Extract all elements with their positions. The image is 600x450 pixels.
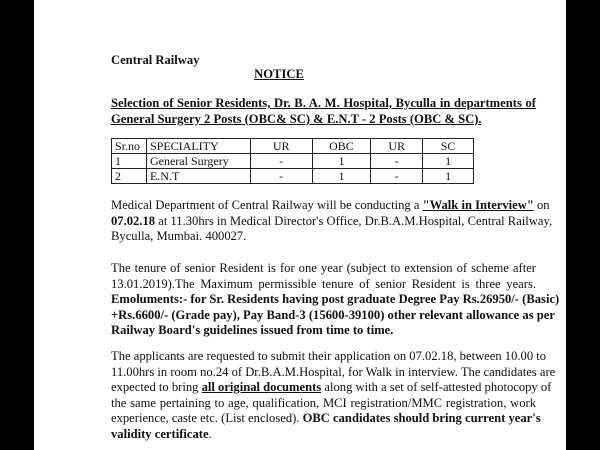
walk-in-interview-highlight: "Walk in Interview" bbox=[422, 198, 534, 212]
emoluments-line-2: +Rs.6600/- (Grade pay), Pay Band-3 (15600-39100) other relevant allowance as per bbox=[111, 307, 555, 322]
para3-line-1: The applicants are requested to submit their application on 07.02.18, between 10.00 to bbox=[111, 349, 547, 363]
table-header-row bbox=[112, 139, 474, 154]
table-cell: 1 bbox=[312, 169, 371, 184]
table-cell: 2 bbox=[112, 169, 147, 184]
table-cell: 1 bbox=[112, 154, 147, 169]
para3-text: experience, caste etc. (List enclosed). bbox=[111, 411, 303, 426]
interview-date: 07.02.18 bbox=[111, 213, 156, 228]
table-header-cell: UR bbox=[371, 139, 423, 154]
obc-certificate-note: validity certificate bbox=[111, 426, 209, 441]
organization-name: Central Railway bbox=[111, 53, 200, 67]
original-documents-highlight: all original documents bbox=[201, 380, 322, 395]
table-header-cell: SC bbox=[423, 139, 474, 154]
table-cell: 1 bbox=[423, 154, 474, 169]
table-cell: - bbox=[250, 154, 312, 169]
para2-line-2: 13.01.2019).The Maximum permissible tenure of senior Resident is three years. bbox=[111, 276, 536, 291]
table-header-cell: SPECIALITY bbox=[146, 139, 250, 154]
para3-text: . bbox=[208, 426, 212, 441]
posts-table bbox=[111, 138, 474, 184]
para3-line-3 bbox=[111, 380, 552, 396]
para1-text: Medical Department of Central Railway will be conducting a bbox=[111, 198, 423, 212]
para3-line-6 bbox=[111, 427, 536, 443]
para1-line-1 bbox=[111, 198, 550, 214]
subject-line-1: Selection of Senior Residents, Dr. B. A. M. Hospital, Byculla in departments of bbox=[111, 96, 536, 110]
emoluments-line-1: Emoluments:- for Sr. Residents having post graduate Degree Pay Rs.26950/- (Basic) bbox=[111, 292, 560, 307]
para3-line-4: the same pertaining to age, qualification, MCI registration/MMC registration, work bbox=[111, 395, 536, 410]
table-header-cell: Sr.no bbox=[112, 139, 147, 154]
emoluments-line-3: Railway Board's guidelines issued from time to time. bbox=[111, 323, 394, 338]
notice-subject bbox=[111, 96, 536, 127]
table-cell: General Surgery bbox=[146, 154, 250, 169]
para1-text: on bbox=[533, 198, 550, 212]
table-header-cell: OBC bbox=[312, 139, 371, 154]
table-cell: - bbox=[371, 154, 423, 169]
obc-certificate-note: OBC candidates should bring current year's bbox=[302, 411, 541, 426]
table-cell: E.N.T bbox=[146, 169, 250, 184]
para3-text: along with a set of self-attested photocopy of bbox=[321, 380, 552, 395]
para3-line-2: 11.00hrs in room no.24 of Dr.B.A.M.Hospital, for Walk in interview. The candidates are bbox=[111, 364, 556, 379]
table-row bbox=[112, 169, 474, 184]
para1-text: at 11.30hrs in Medical Director's Office, Dr.B.A.M.Hospital, Central Railway, bbox=[155, 213, 553, 228]
table-cell: - bbox=[371, 169, 423, 184]
table-cell: 1 bbox=[423, 169, 474, 184]
table-header-cell: UR bbox=[250, 139, 312, 154]
para3-text: expected to bring bbox=[111, 380, 202, 395]
para1-line-2 bbox=[111, 213, 553, 230]
para3-line-5 bbox=[111, 411, 541, 427]
table-cell: - bbox=[250, 169, 312, 184]
document-page bbox=[34, 0, 566, 450]
subject-line-2: General Surgery 2 Posts (OBC& SC) & E.N.T - 2 Posts (OBC & SC). bbox=[111, 111, 482, 126]
application-paragraph bbox=[111, 349, 556, 443]
tenure-paragraph bbox=[111, 261, 560, 339]
walk-in-paragraph bbox=[111, 198, 553, 245]
table-row bbox=[112, 154, 474, 169]
table-cell: 1 bbox=[312, 154, 371, 169]
para1-line-3: Byculla, Mumbai. 400027. bbox=[111, 229, 247, 244]
notice-title: NOTICE bbox=[254, 67, 304, 81]
para2-line-1: The tenure of senior Resident is for one year (subject to extension of scheme after bbox=[111, 261, 536, 275]
